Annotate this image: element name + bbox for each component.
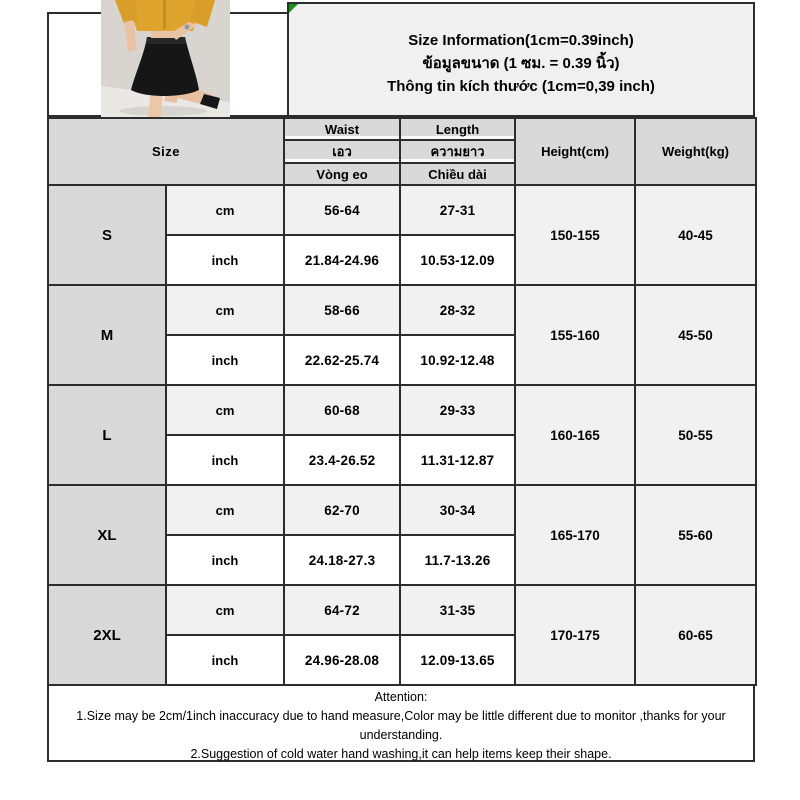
size-label: M (48, 285, 166, 385)
waist-cm-value: 56-64 (284, 185, 400, 235)
table-row-s-cm (48, 185, 756, 235)
waist-inch-value: 24.18-27.3 (284, 535, 400, 585)
size-label: L (48, 385, 166, 485)
unit-label-cm: cm (166, 585, 284, 635)
col-header-size: Size (48, 118, 284, 185)
attention-note (47, 684, 755, 762)
height-value: 155-160 (515, 285, 635, 385)
unit-label-cm: cm (166, 385, 284, 435)
waist-cm-value: 60-68 (284, 385, 400, 435)
length-cm-value: 30-34 (400, 485, 515, 535)
product-photo (101, 0, 230, 117)
product-photo-illustration (101, 0, 230, 117)
table-row-m-cm (48, 285, 756, 335)
attention-line-1: 1.Size may be 2cm/1inch inaccuracy due to hand measure,Color may be little different due to monitor ,thanks for your understanding. (76, 709, 726, 742)
height-value: 170-175 (515, 585, 635, 685)
title-thai: ข้อมูลขนาด (1 ซม. = 0.39 นิ้ว) (422, 55, 620, 72)
weight-value: 55-60 (635, 485, 756, 585)
height-value: 165-170 (515, 485, 635, 585)
unit-label-inch: inch (166, 335, 284, 385)
height-value: 160-165 (515, 385, 635, 485)
attention-line-2: 2.Suggestion of cold water hand washing,it can help items keep their shape. (190, 747, 612, 761)
length-inch-value: 12.09-13.65 (400, 635, 515, 685)
length-inch-value: 10.53-12.09 (400, 235, 515, 285)
size-table (47, 117, 757, 686)
waist-inch-value: 21.84-24.96 (284, 235, 400, 285)
size-table-header (48, 118, 756, 185)
unit-label-inch: inch (166, 435, 284, 485)
unit-label-inch: inch (166, 535, 284, 585)
height-value: 150-155 (515, 185, 635, 285)
unit-label-cm: cm (166, 185, 284, 235)
table-row-2xl-cm (48, 585, 756, 635)
waist-inch-value: 22.62-25.74 (284, 335, 400, 385)
unit-label-inch: inch (166, 235, 284, 285)
weight-value: 50-55 (635, 385, 756, 485)
size-label: S (48, 185, 166, 285)
unit-label-cm: cm (166, 285, 284, 335)
col-header-length-vi: Chiều dài (400, 163, 515, 185)
attention-title: Attention: (374, 690, 428, 704)
table-row-l-cm (48, 385, 756, 435)
length-cm-value: 31-35 (400, 585, 515, 635)
weight-value: 60-65 (635, 585, 756, 685)
col-header-height: Height(cm) (515, 118, 635, 185)
col-header-weight: Weight(kg) (635, 118, 756, 185)
length-cm-value: 27-31 (400, 185, 515, 235)
size-label: 2XL (48, 585, 166, 685)
col-header-waist-th: เอว (284, 140, 400, 163)
col-header-waist-en: Waist (284, 118, 400, 140)
length-inch-value: 11.7-13.26 (400, 535, 515, 585)
title-vietnamese: Thông tin kích thước (1cm=0,39 inch) (387, 78, 655, 95)
waist-cm-value: 62-70 (284, 485, 400, 535)
waist-cm-value: 64-72 (284, 585, 400, 635)
col-header-length-en: Length (400, 118, 515, 140)
weight-value: 40-45 (635, 185, 756, 285)
size-chart-content (47, 0, 755, 762)
length-cm-value: 29-33 (400, 385, 515, 435)
weight-value: 45-50 (635, 285, 756, 385)
length-inch-value: 11.31-12.87 (400, 435, 515, 485)
length-cm-value: 28-32 (400, 285, 515, 335)
unit-label-cm: cm (166, 485, 284, 535)
size-information-header (287, 2, 755, 117)
col-header-length-th: ความยาว (400, 140, 515, 163)
waist-inch-value: 24.96-28.08 (284, 635, 400, 685)
waist-inch-value: 23.4-26.52 (284, 435, 400, 485)
waist-cm-value: 58-66 (284, 285, 400, 335)
length-inch-value: 10.92-12.48 (400, 335, 515, 385)
top-band (47, 0, 755, 117)
size-label: XL (48, 485, 166, 585)
table-row-xl-cm (48, 485, 756, 535)
title-english: Size Information(1cm=0.39inch) (408, 32, 634, 49)
green-corner-marker-icon (289, 4, 298, 13)
col-header-waist-vi: Vòng eo (284, 163, 400, 185)
unit-label-inch: inch (166, 635, 284, 685)
